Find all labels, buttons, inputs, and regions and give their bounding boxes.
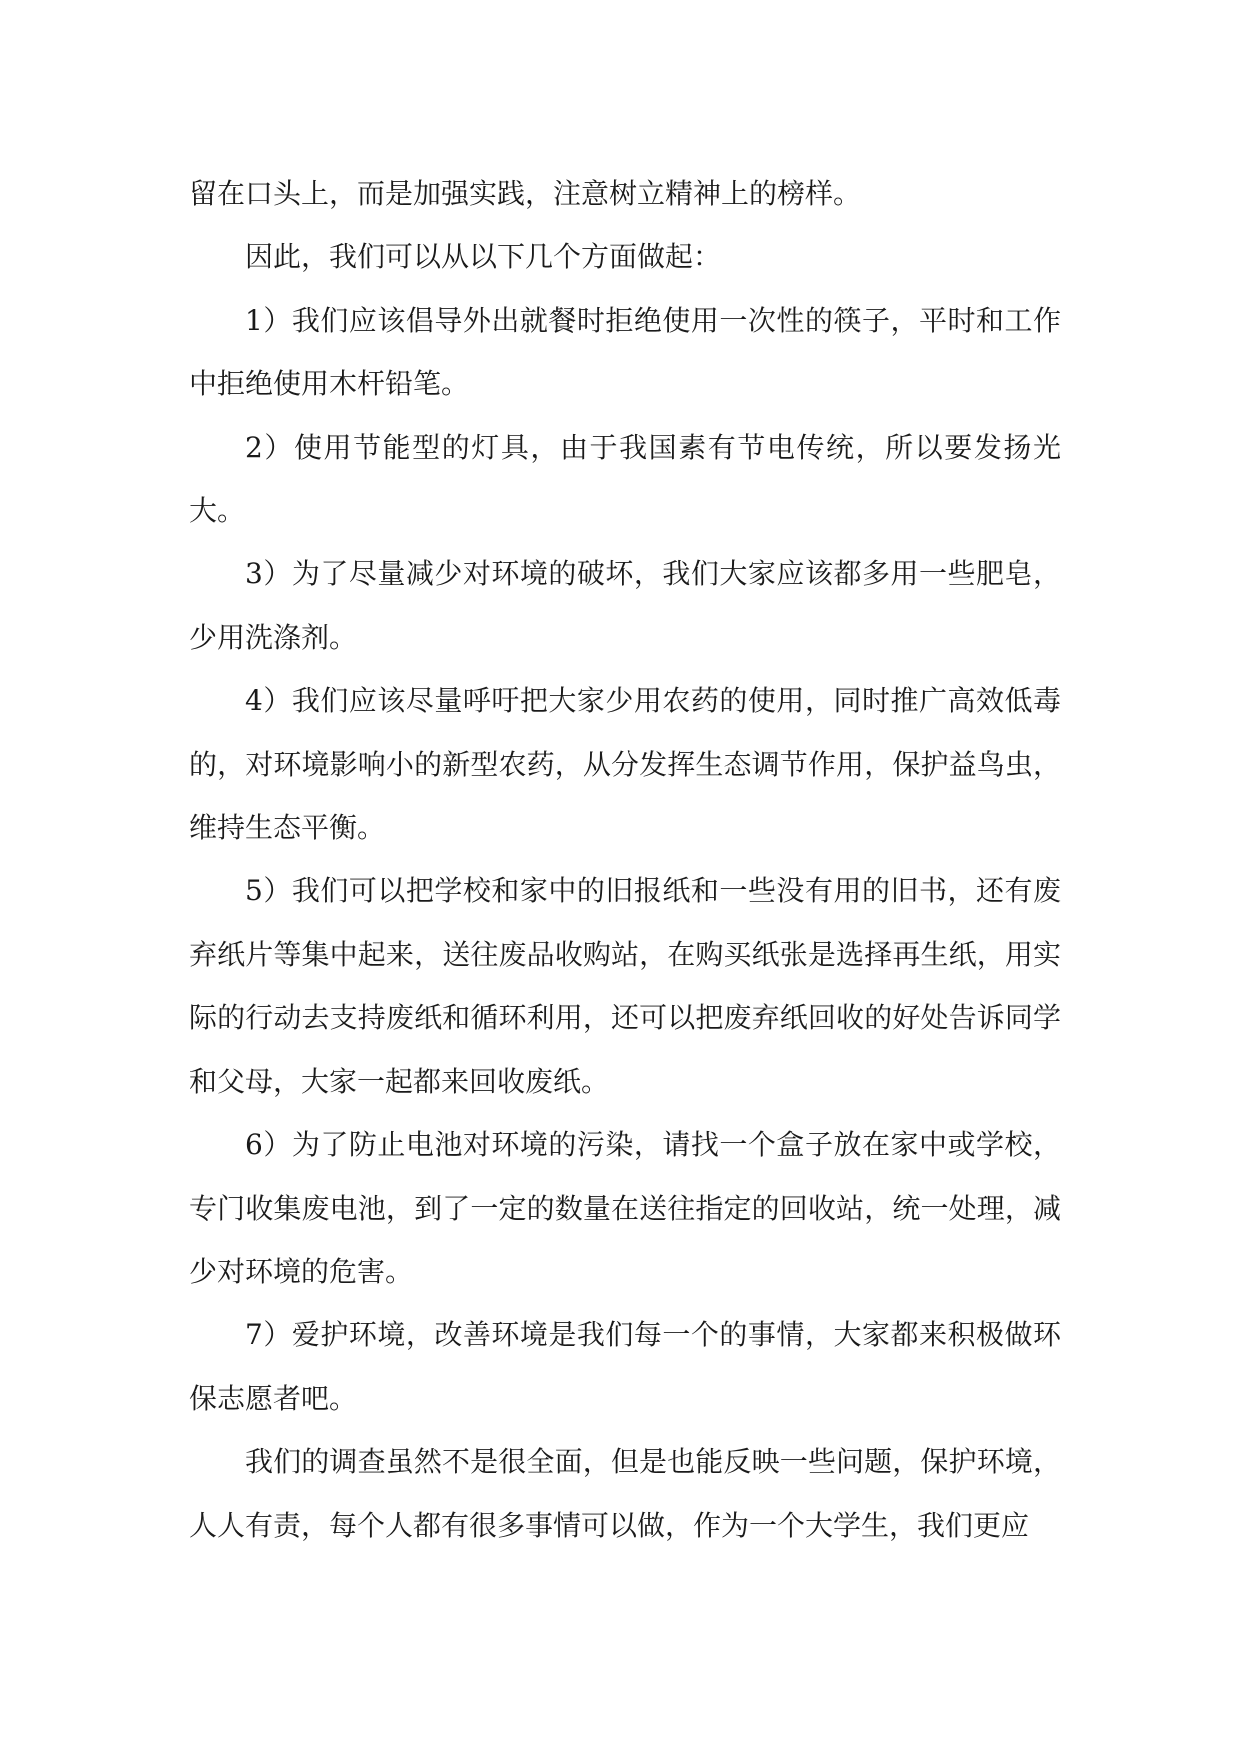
- paragraph-item-7: 7）爱护环境，改善环境是我们每一个的事情，大家都来积极做环保志愿者吧。: [189, 1318, 1061, 1415]
- paragraph-item-2: 2）使用节能型的灯具，由于我国素有节电传统，所以要发扬光大。: [189, 430, 1061, 528]
- paragraph-intro: 因此，我们可以从以下几个方面做起：: [245, 240, 722, 274]
- paragraph-continuation: 留在口头上，而是加强实践，注意树立精神上的榜样。: [189, 177, 862, 210]
- document-body: [189, 162, 1061, 1557]
- paragraph-item-3: 3）为了尽量减少对环境的破坏，我们大家应该都多用一些肥皂，少用洗涤剂。: [189, 557, 1061, 654]
- paragraph-item-4: 4）我们应该尽量呼吁把大家少用农药的使用，同时推广高效低毒的，对环境影响小的新型农药，从分发挥生态调节作用，保护益鸟虫，维持生态平衡。: [189, 684, 1061, 845]
- paragraph-item-5: 5）我们可以把学校和家中的旧报纸和一些没有用的旧书，还有废弃纸片等集中起来，送往废品收购站，在购买纸张是选择再生纸，用实际的行动去支持废纸和循环利用，还可以把废弃纸回收的好处告诉同学和父母，大家一起都来回收废纸。: [189, 874, 1061, 1098]
- paragraph-item-6: 6）为了防止电池对环境的污染，请找一个盒子放在家中或学校，专门收集废电池，到了一定的数量在送往指定的回收站，统一处理，减少对环境的危害。: [189, 1128, 1061, 1288]
- paragraph-item-1: 1）我们应该倡导外出就餐时拒绝使用一次性的筷子，平时和工作中拒绝使用木杆铅笔。: [189, 303, 1061, 401]
- paragraph-conclusion: 我们的调查虽然不是很全面，但是也能反映一些问题，保护环境，人人有责，每个人都有很多事情可以做，作为一个大学生，我们更应: [189, 1445, 1061, 1542]
